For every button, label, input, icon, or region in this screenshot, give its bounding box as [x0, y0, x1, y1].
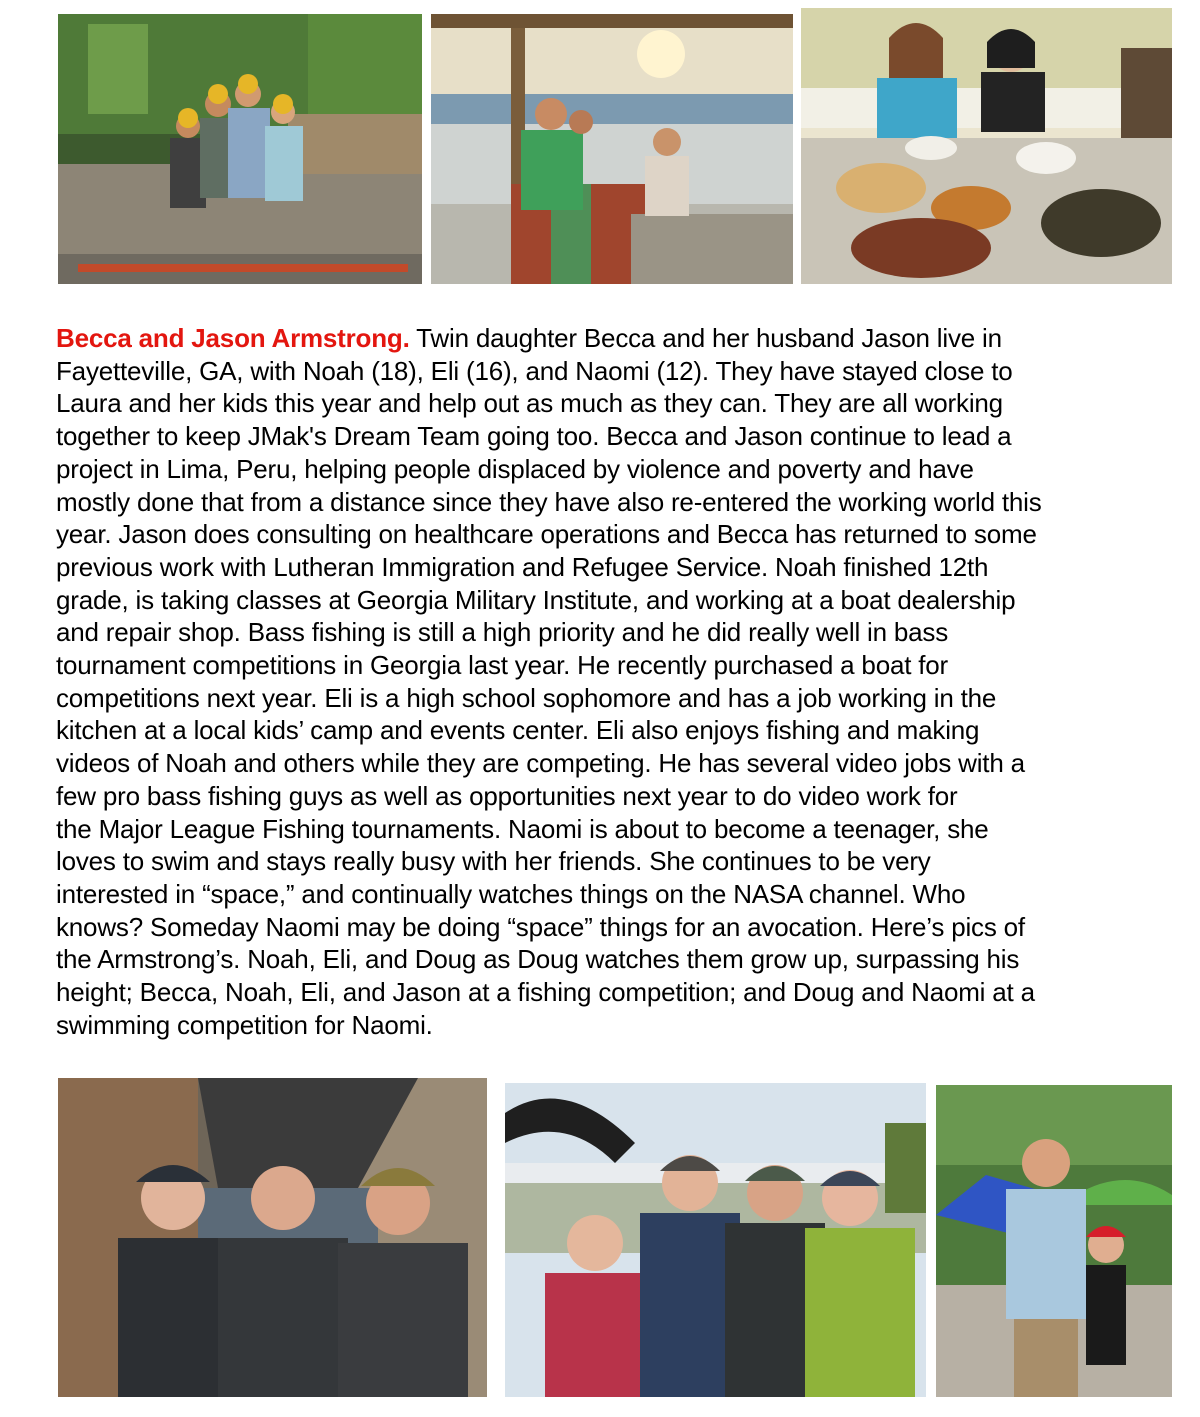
noah-eli-doug-photo [58, 1078, 487, 1397]
text-line: previous work with Lutheran Immigration and Refugee Service. Noah finished 12th [56, 551, 989, 582]
text-line: Twin daughter Becca and her husband Jason live in [409, 323, 1002, 353]
text-line: videos of Noah and others while they are competing. He has several video jobs with a [56, 748, 1025, 779]
swim-meet-photo [936, 1085, 1172, 1397]
text-line: project in Lima, Peru, helping people displaced by violence and poverty and have [56, 453, 974, 484]
text-line: the Major League Fishing tournaments. Naomi is about to become a teenager, she [56, 813, 989, 844]
family-dinner-photo [801, 8, 1172, 284]
text-line: height; Becca, Noah, Eli, and Jason at a fishing competition; and Doug and Naomi at a [56, 977, 1035, 1008]
text-line: competitions next year. Eli is a high school sophomore and has a job working in the [56, 682, 997, 713]
text-line: the Armstrong’s. Noah, Eli, and Doug as Doug watches them grow up, surpassing his [56, 944, 1020, 975]
family-update-text [56, 322, 1166, 1041]
text-line: knows? Someday Naomi may be doing “space” things for an avocation. Here’s pics of [56, 911, 1025, 942]
text-line: tournament competitions in Georgia last year. He recently purchased a boat for [56, 650, 949, 681]
text-line: together to keep JMak's Dream Team going too. Becca and Jason continue to lead a [56, 421, 1012, 452]
family-heading: Becca and Jason Armstrong. [56, 323, 410, 353]
text-line: Laura and her kids this year and help out as much as they can. They are all working [56, 388, 1003, 419]
text-line: kitchen at a local kids’ camp and events center. Eli also enjoys fishing and making [56, 715, 980, 746]
text-line: year. Jason does consulting on healthcare operations and Becca has returned to some [56, 519, 1037, 550]
text-line: loves to swim and stays really busy with her friends. She continues to be very [56, 846, 931, 877]
text-line: Fayetteville, GA, with Noah (18), Eli (16), and Naomi (12). They have stayed close to [56, 355, 1013, 386]
patio-table-photo [431, 14, 793, 284]
text-line: few pro bass fishing guys as well as opportunities next year to do video work for [56, 780, 958, 811]
text-line: interested in “space,” and continually watches things on the NASA channel. Who [56, 878, 966, 909]
zipline-family-photo [58, 14, 422, 284]
text-line: and repair shop. Bass fishing is still a high priority and he did really well in bass [56, 617, 949, 648]
text-line: grade, is taking classes at Georgia Military Institute, and working at a boat dealership [56, 584, 1016, 615]
text-line: swimming competition for Naomi. [56, 1009, 433, 1040]
fishing-competition-photo [505, 1083, 926, 1397]
text-line: mostly done that from a distance since they have also re-entered the working world this [56, 486, 1042, 517]
